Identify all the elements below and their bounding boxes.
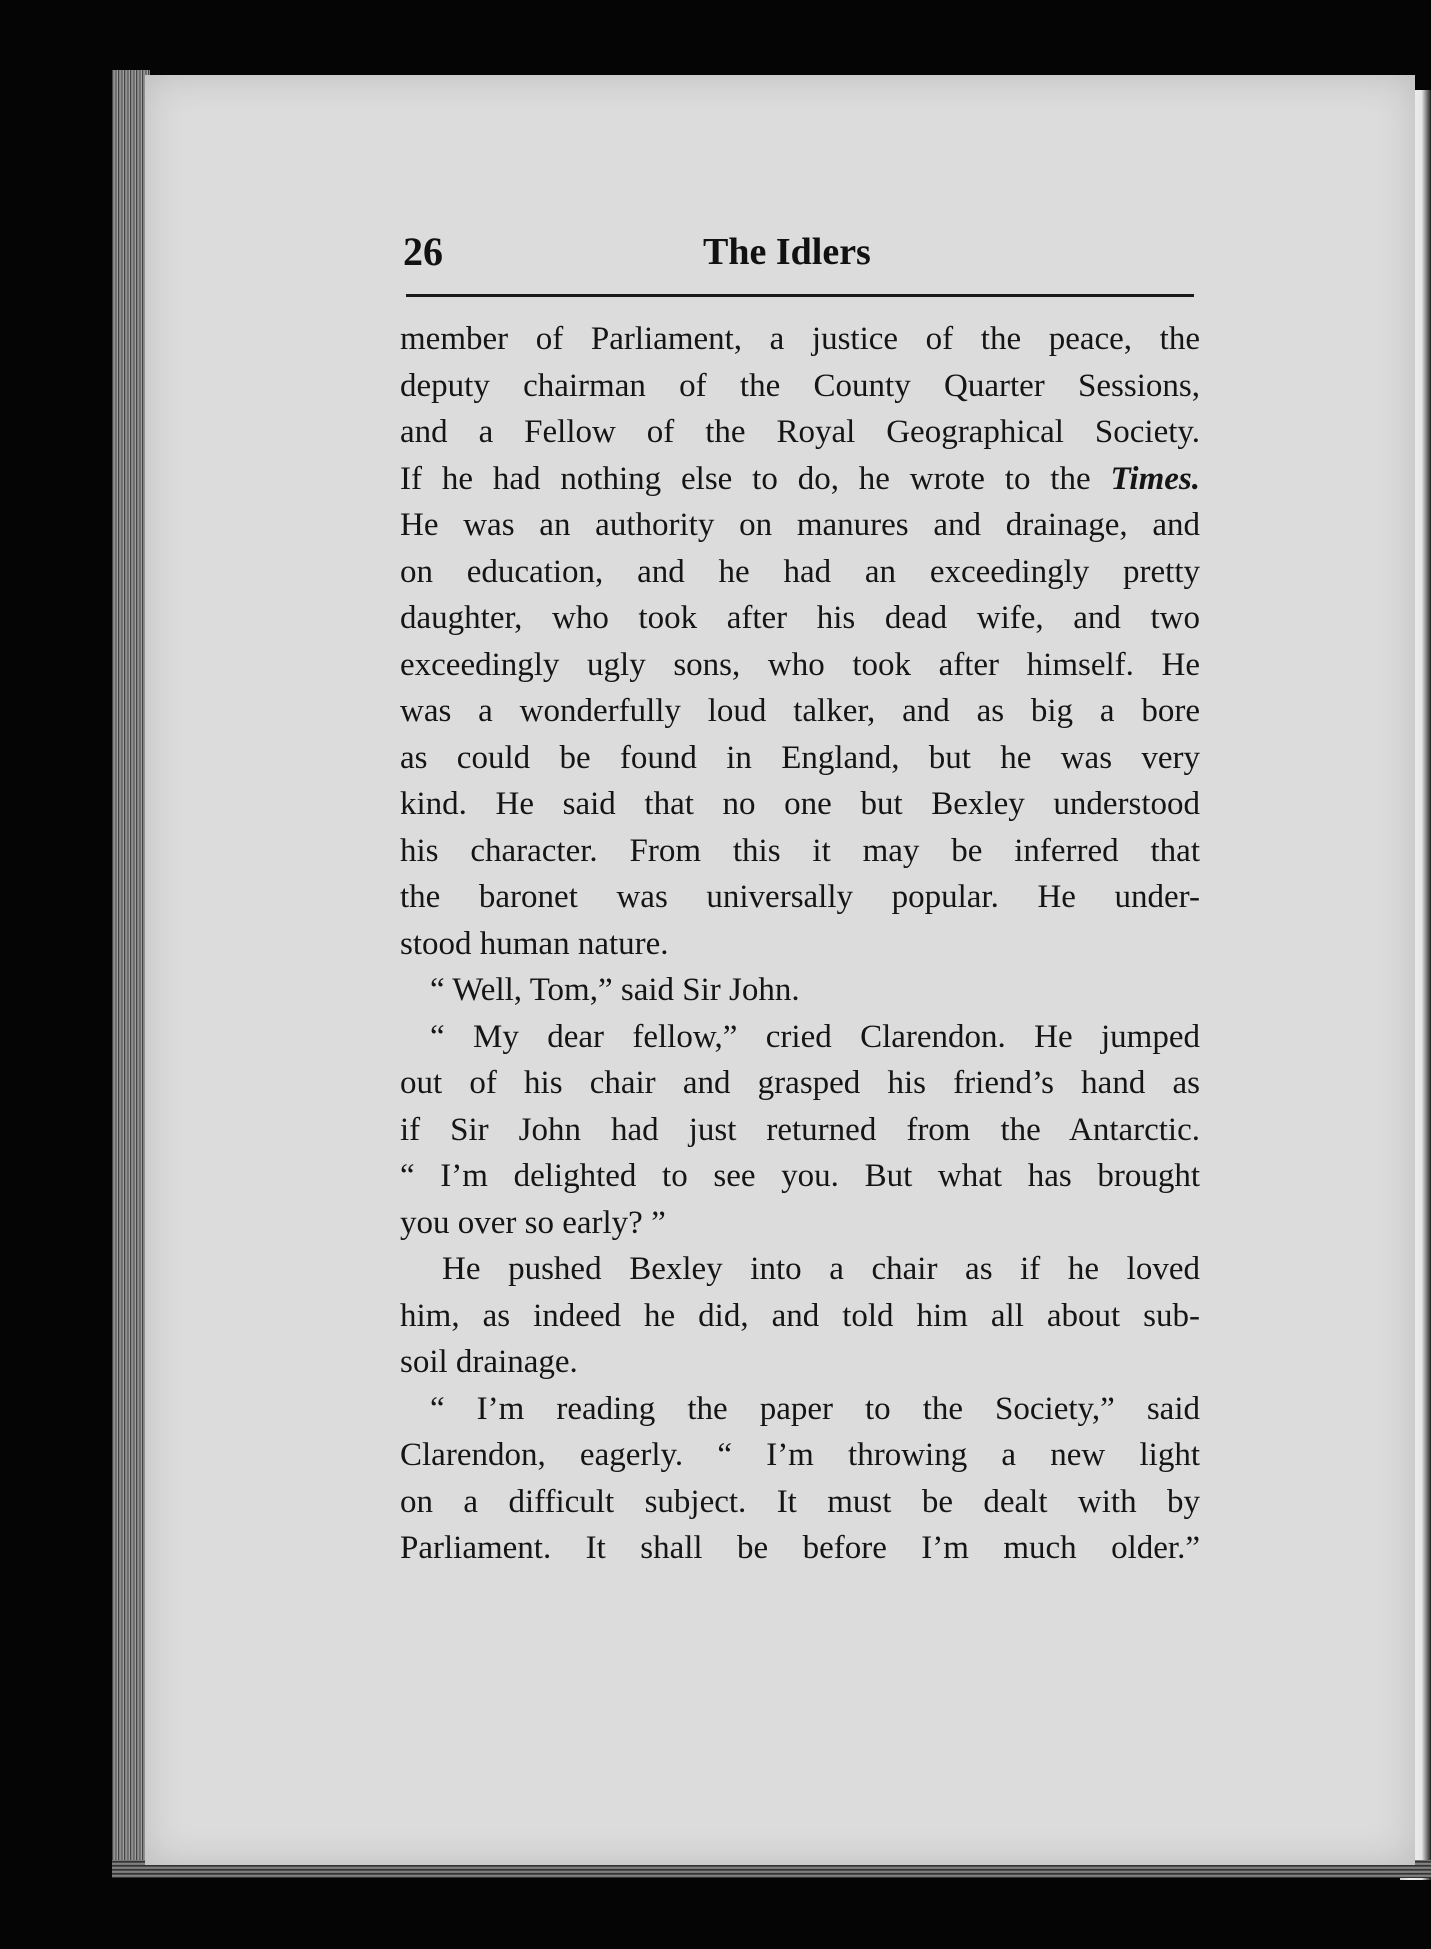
- page-header: [403, 228, 1193, 288]
- text-line: member of Parliament, a justice of the peace, the: [400, 321, 1200, 357]
- text-line: “ My dear fellow,” cried Clarendon. He jumped: [430, 1018, 1200, 1055]
- text-line: his character. From this it may be inferred that: [400, 832, 1200, 869]
- text-line: daughter, who took after his dead wife, and two: [400, 600, 1200, 636]
- text-line: the baronet was universally popular. He under-: [400, 879, 1200, 915]
- text-line: soil drainage.: [400, 1344, 578, 1380]
- text-line: He pushed Bexley into a chair as if he loved: [442, 1251, 1200, 1287]
- running-title: The Idlers: [703, 231, 871, 273]
- text-line: “ Well, Tom,” said Sir John.: [430, 972, 800, 1008]
- text-line: Parliament. It shall be before I’m much older.”: [400, 1530, 1200, 1566]
- header-rule: [406, 294, 1194, 297]
- text-line: out of his chair and grasped his friend’s hand as: [400, 1065, 1200, 1101]
- text-line: was a wonderfully loud talker, and as big a bore: [400, 693, 1200, 729]
- text-line: as could be found in England, but he was very: [400, 739, 1200, 776]
- text-line: and a Fellow of the Royal Geographical Society.: [400, 414, 1200, 450]
- text-line: “ I’m reading the paper to the Society,” said: [430, 1390, 1200, 1427]
- text-line: “ I’m delighted to see you. But what has brought: [400, 1158, 1200, 1194]
- text-line: him, as indeed he did, and told him all about sub-: [400, 1297, 1200, 1334]
- page-number: 26: [403, 229, 443, 274]
- body-text: [400, 316, 1200, 1572]
- text-line: on education, and he had an exceedingly pretty: [400, 553, 1200, 590]
- text-line: If he had nothing else to do, he wrote to the Times.: [400, 460, 1200, 497]
- text-line: He was an authority on manures and drainage, and: [400, 507, 1200, 543]
- text-line: Clarendon, eagerly. “ I’m throwing a new light: [400, 1437, 1200, 1473]
- text-line: if Sir John had just returned from the Antarctic.: [400, 1111, 1200, 1148]
- text-line: deputy chairman of the County Quarter Sessions,: [400, 367, 1200, 404]
- text-line: on a difficult subject. It must be dealt with by: [400, 1483, 1200, 1520]
- text-line: exceedingly ugly sons, who took after himself. He: [400, 646, 1200, 683]
- text-line: you over so early? ”: [400, 1204, 666, 1241]
- text-line: kind. He said that no one but Bexley understood: [400, 786, 1200, 822]
- italic-title: Times.: [1110, 460, 1200, 497]
- text-line: stood human nature.: [400, 925, 669, 962]
